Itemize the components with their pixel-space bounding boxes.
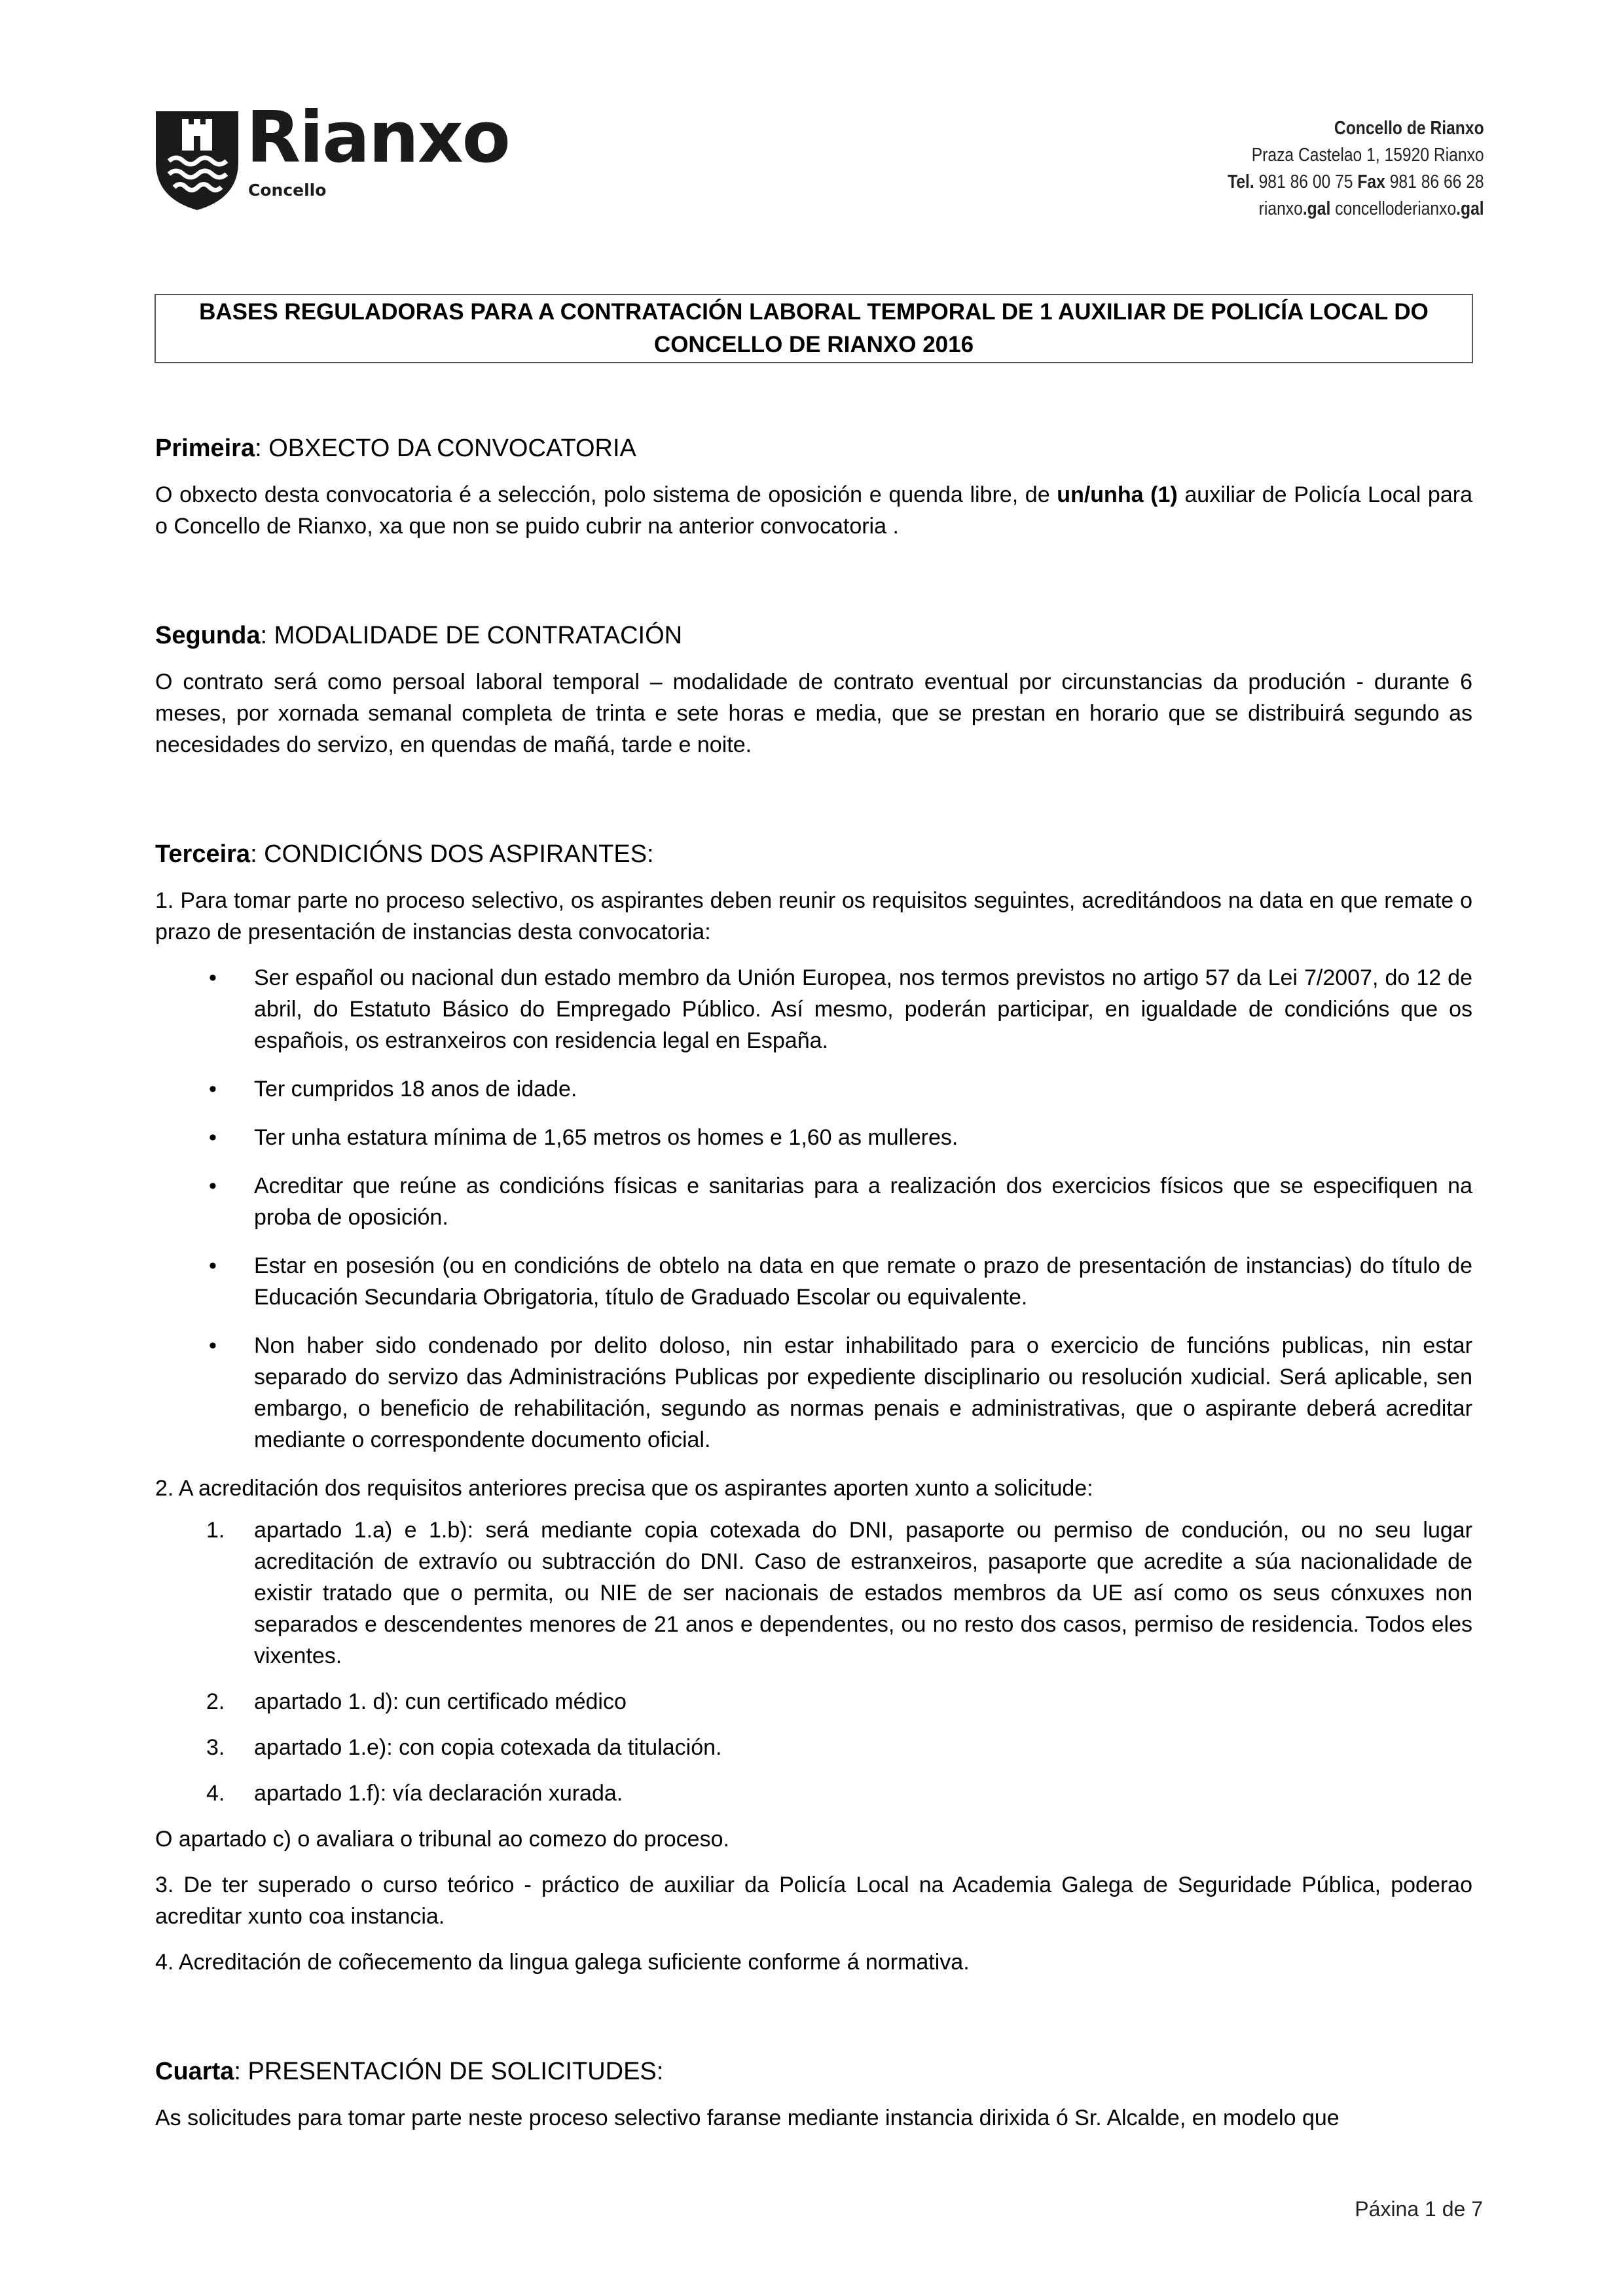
phone-line: Tel. 981 86 00 75 Fax 981 86 66 28 — [1228, 171, 1484, 192]
paragraph: 1. Para tomar parte no proceso selectivo, os aspirantes deben reunir os requisitos seguintes, acreditándoos na data en que remate o prazo de presentación de instancias desta convocatoria: — [155, 888, 1472, 944]
list-item: • Acreditar que reúne as condicións físicas e sanitarias para a realización dos exercicios físicos que se especifiquen na proba de oposición. — [209, 1174, 1472, 1230]
phone-number: 981 86 00 75 — [1258, 171, 1353, 192]
list-item: • Ter cumpridos 18 anos de idade. — [209, 1077, 577, 1102]
paragraph: 3. De ter superado o curso teórico - práctico de auxiliar da Policía Local na Academia Galega de Seguridade Pública, poderao acreditar xunto coa instancia. — [155, 1873, 1472, 1929]
contact-block — [1228, 115, 1484, 223]
section-terceira — [155, 838, 1472, 1978]
paragraph: As solicitudes para tomar parte neste proceso selectivo faranse mediante instancia dirixida ó Sr. Alcalde, en modelo que — [155, 2106, 1340, 2130]
list-item: 2. apartado 1. d): cun certificado médico — [206, 1689, 627, 1714]
shield-castle-icon — [155, 110, 240, 211]
document-title: BASES REGULADORAS PARA A CONTRATACIÓN LABORAL TEMPORAL DE 1 AUXILIAR DE POLICÍA LOCAL DO CONCELLO DE RIANXO 2016 — [155, 294, 1473, 363]
paragraph: 4. Acreditación de coñecemento da lingua galega suficiente conforme á normativa. — [155, 1950, 970, 1975]
logo-subtitle: Concello — [248, 181, 327, 200]
paragraph: O contrato será como persoal laboral temporal – modalidade de contrato eventual por circunstancias da produción - durante 6 meses, por xornada semanal completa de trinta e sete horas e media, que se prestan en horario que se distribuirá segundo as necesidades do servizo, en quendas de mañá, tarde e noite. — [155, 670, 1472, 757]
list-item: • Non haber sido condenado por delito doloso, nin estar inhabilitado para o exercicio de funcións publicas, nin estar separado do servizo das Administracións Publicas por expediente disciplinario ou resolución xudicial. Será aplicable, sen embargo, o beneficio de rehabilitación, segundo as normas penais e administrativas, que o aspirante deberá acreditar mediante o correspondente documento oficial. — [209, 1333, 1472, 1452]
section-segunda — [155, 619, 1472, 761]
logo — [155, 97, 521, 215]
org-name: Concello de Rianxo — [1334, 118, 1484, 139]
paragraph: O obxecto desta convocatoria é a selección, polo sistema de oposición e quenda libre, de un/unha (1) auxiliar de Policía Local para o Concello de Rianxo, xa que non se puido cubrir na anterior convocatoria . — [155, 482, 1472, 539]
section-heading: Segunda: MODALIDADE DE CONTRATACIÓN — [155, 622, 683, 649]
web-line: rianxo.gal concelloderianxo.gal — [1259, 198, 1484, 219]
list-item: 4. apartado 1.f): vía declaración xurada. — [206, 1781, 623, 1806]
section-heading: Primeira: OBXECTO DA CONVOCATORIA — [155, 435, 636, 462]
list-item: • Ter unha estatura mínima de 1,65 metros os homes e 1,60 as mulleres. — [209, 1125, 958, 1150]
page-number: Páxina 1 de 7 — [1355, 2197, 1483, 2221]
address: Praza Castelao 1, 15920 Rianxo — [1252, 145, 1484, 166]
section-heading: Cuarta: PRESENTACIÓN DE SOLICITUDES: — [155, 2058, 664, 2085]
accreditation-list — [155, 1515, 1472, 1809]
list-item: • Ser español ou nacional dun estado membro da Unión Europea, nos termos previstos no artigo 57 da Lei 7/2007, do 12 de abril, do Estatuto Básico do Empregado Público. Así mesmo, poderán participar, en igualdade de condicións que os españois, os estranxeiros con residencia legal en España. — [209, 965, 1472, 1053]
document-body — [155, 432, 1472, 2148]
section-primeira — [155, 432, 1472, 542]
section-cuarta — [155, 2055, 1472, 2134]
fax-number: 981 86 66 28 — [1390, 171, 1484, 192]
list-item: 1. apartado 1.a) e 1.b): será mediante copia cotexada do DNI, pasaporte ou permiso de condución, ou no seu lugar acreditación de extravío ou subtracción do DNI. Caso de estranxeiros, pasaporte que acredite a súa nacionalidade de existir tratado que o permita, ou NIE de ser nacionais de estados membros da UE así como os seus cónxuxes non separados e descendentes menores de 21 anos e dependentes, ou no resto dos casos, permiso de residencia. Todos eles vixentes. — [206, 1518, 1472, 1668]
paragraph: O apartado c) o avaliara o tribunal ao comezo do proceso. — [155, 1827, 729, 1852]
requirements-list — [155, 962, 1472, 1456]
section-heading: Terceira: CONDICIÓNS DOS ASPIRANTES: — [155, 840, 654, 868]
list-item: • Estar en posesión (ou en condicións de obtelo na data en que remate o prazo de presentación de instancias) do título de Educación Secundaria Obrigatoria, título de Graduado Escolar ou equivalente. — [209, 1253, 1472, 1310]
logo-name: Rianxo — [246, 97, 509, 179]
paragraph: 2. A acreditación dos requisitos anteriores precisa que os aspirantes aporten xunto a solicitude: — [155, 1476, 1093, 1501]
list-item: 3. apartado 1.e): con copia cotexada da titulación. — [206, 1735, 722, 1760]
